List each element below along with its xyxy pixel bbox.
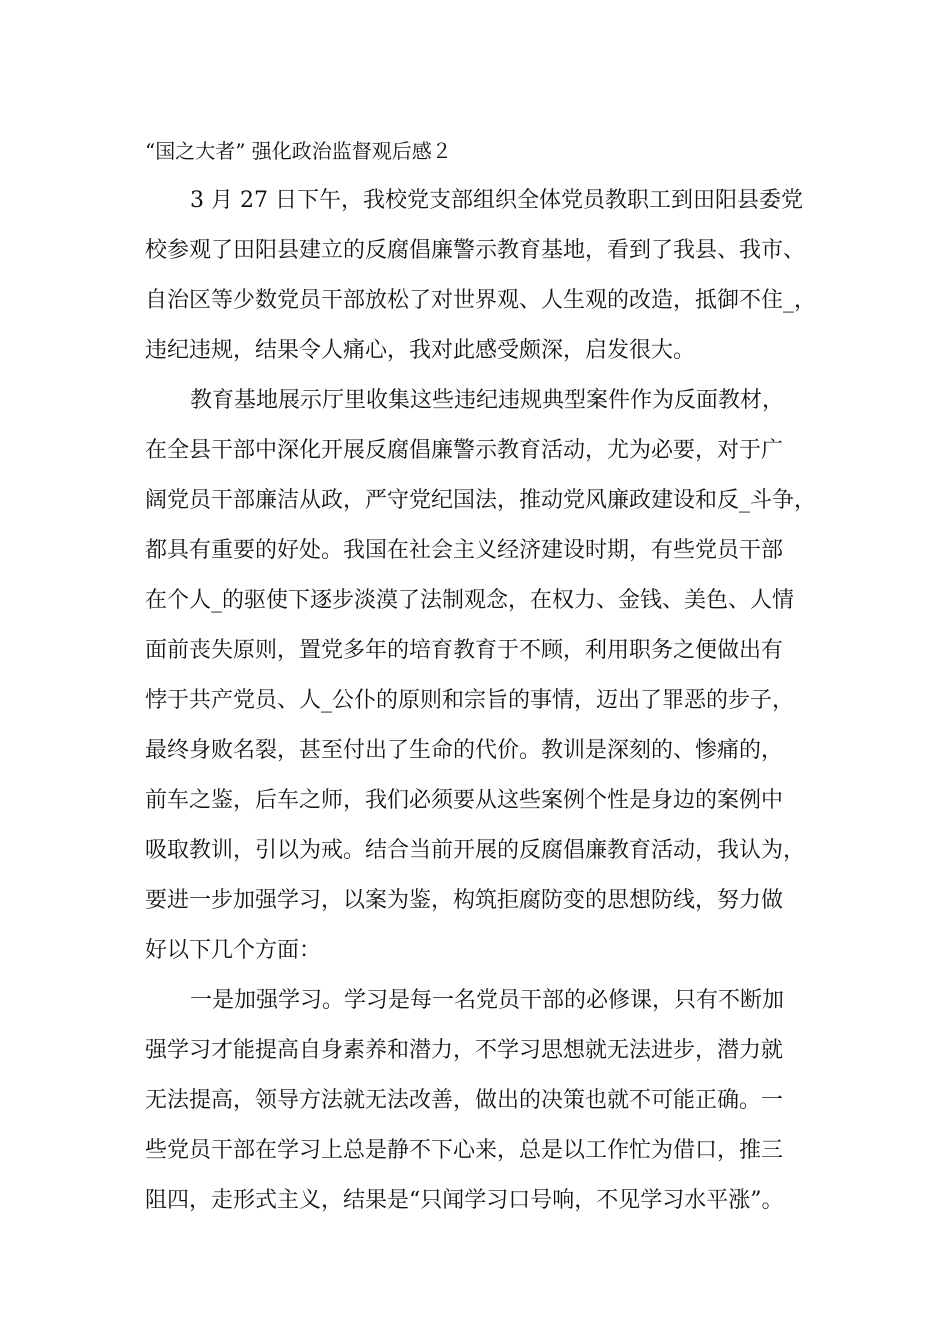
paragraph-line: 阻四，走形式主义，结果是“只闻学习口号响，不见学习水平涨”。 [145,1188,784,1213]
paragraph-line: 都具有重要的好处。我国在社会主义经济建设时期，有些党员干部 [145,538,784,563]
paragraph-line: 要进一步加强学习，以案为鉴，构筑拒腐防变的思想防线，努力做 [145,888,784,913]
paragraph-line: 面前丧失原则，置党多年的培育教育于不顾，利用职务之便做出有 [145,638,784,663]
paragraph-line: 在个人_的驱使下逐步淡漠了法制观念，在权力、金钱、美色、人情 [145,588,795,613]
paragraph-line: 违纪违规，结果令人痛心，我对此感受颇深，启发很大。 [145,338,696,363]
paragraph-line: 好以下几个方面： [145,938,322,963]
paragraph-line: 些党员干部在学习上总是静不下心来，总是以工作忙为借口，推三 [145,1138,784,1163]
paragraph-line: 3 月 27 日下午，我校党支部组织全体党员教职工到田阳县委党 [190,188,803,213]
paragraph-line: 教育基地展示厅里收集这些违纪违规典型案件作为反面教材， [190,388,785,413]
paragraph-line: 自治区等少数党员干部放松了对世界观、人生观的改造，抵御不住_， [145,288,817,313]
paragraph-line: 阔党员干部廉洁从政，严守党纪国法，推动党风廉政建设和反_斗争， [145,488,817,513]
paragraph-line: 悖于共产党员、人_公仆的原则和宗旨的事情，迈出了罪恶的步子， [145,688,795,713]
paragraph-line: 强学习才能提高自身素养和潜力，不学习思想就无法进步，潜力就 [145,1038,784,1063]
paragraph-line: 前车之鉴，后车之师，我们必须要从这些案例个性是身边的案例中 [145,788,784,813]
paragraph-line: 吸取教训，引以为戒。结合当前开展的反腐倡廉教育活动，我认为， [145,838,806,863]
paragraph-line: 最终身败名裂，甚至付出了生命的代价。教训是深刻的、惨痛的， [145,738,784,763]
paragraph-line: 一是加强学习。学习是每一名党员干部的必修课，只有不断加 [190,988,785,1013]
paragraph-line: 校参观了田阳县建立的反腐倡廉警示教育基地，看到了我县、我市、 [145,238,806,263]
paragraph-line: 在全县干部中深化开展反腐倡廉警示教育活动，尤为必要，对于广 [145,438,784,463]
document-title: “国之大者” 强化政治监督观后感２ [145,139,452,163]
paragraph-line: 无法提高，领导方法就无法改善，做出的决策也就不可能正确。一 [145,1088,784,1113]
